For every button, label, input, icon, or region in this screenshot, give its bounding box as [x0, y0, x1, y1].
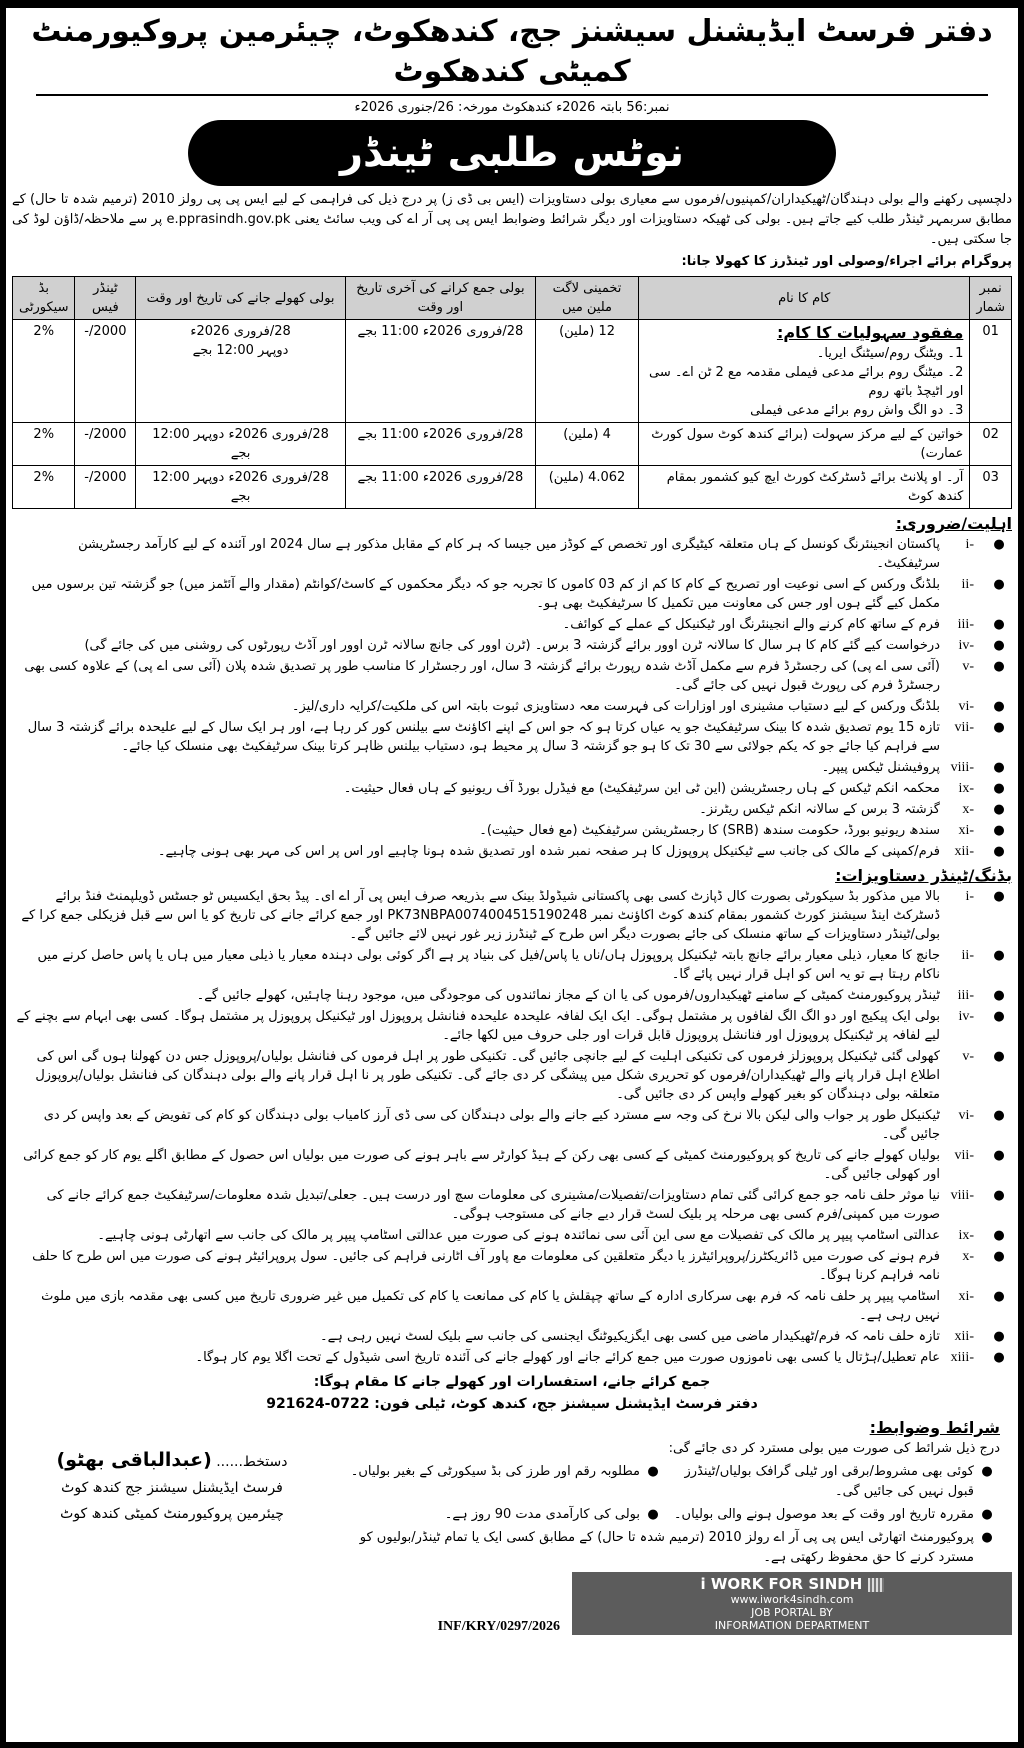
table-row: [13, 466, 1012, 509]
bullet-icon: ●: [993, 1350, 1005, 1365]
table-row: [13, 320, 1012, 423]
item-number: vii-: [954, 720, 974, 735]
item-text: ٹینڈر پروکیورمنٹ کمیٹی کے سامنے ٹھیکیداروں/فرموں کی یا ان کے مجاز نمائندوں کی موجودگی میں، موجود رہنا چاہئیں، کھولے جائیں گے۔: [196, 988, 940, 1003]
condition-item: مطلوبہ رقم اور طرز کی بڈ سیکورٹی کے بغیر بولیاں۔: [350, 1464, 640, 1479]
conditions-block: [332, 1417, 1012, 1568]
eligibility-list: [12, 535, 1012, 861]
item-number: x-: [962, 1249, 974, 1264]
item-number: x-: [962, 802, 974, 817]
col-fee: ٹینڈر فیس: [75, 277, 136, 320]
bullet-icon: ●: [993, 1249, 1005, 1264]
bullet-icon: ●: [993, 1188, 1005, 1203]
cost: 4 (ملین): [535, 423, 638, 466]
item-text: کھولی گئی ٹیکنیکل پروپوزلز فرموں کی تکنیکی اہلیت کے لیے جانچی جائیں گی۔ تکنیکی طور پر اہل فرموں کی فنانشل بولیاں/پروپوزل جس دن کھولنا ہوں گی اس کی اطلاع اہل قرار پانے والے ٹھیکیداران/فرموں کو تحریری شکل میں پیشگی کر دی جائے گی۔ تکنیکی طور پر نا اہل قرار پانے والے بولی دہندگان کی فنانشل بولیاں/پروپوزل متعلقہ بولی دہندگان کو بغیر کھولے واپس کر دی جائیں گی۔: [35, 1049, 940, 1102]
tender-fee: 2000/-: [75, 320, 136, 423]
cost: 4.062 (ملین): [535, 466, 638, 509]
item-number: xi-: [958, 1289, 974, 1304]
brand-url: www.iwork4sindh.com: [730, 1593, 854, 1606]
list-item: [12, 1146, 1012, 1184]
bullet-icon: ●: [993, 1329, 1005, 1344]
work-sub-item: 2۔ میٹنگ روم برائے مدعی فیملی مقدمہ مع 2 ٹن اے۔ سی اور اٹیچڈ باتھ روم: [648, 365, 964, 399]
item-number: ii-: [961, 577, 974, 592]
info-reference: INF/KRY/0297/2026: [437, 1619, 560, 1634]
bullet-icon: ●: [981, 1530, 993, 1545]
submit-deadline: 28/فروری 2026ء 11:00 بجے: [345, 466, 535, 509]
list-item: [12, 1047, 1012, 1104]
item-number: vi-: [958, 699, 974, 714]
work-sub-item: 1۔ ویٹنگ روم/سیٹنگ ایریا۔: [816, 346, 964, 361]
item-number: iii-: [957, 617, 974, 632]
signatory-name: (عبدالباقی بھٹو): [56, 1449, 212, 1471]
bid-security: 2%: [13, 423, 75, 466]
item-text: تازہ 15 یوم تصدیق شدہ کا بینک سرٹیفکیٹ جو یہ عیاں کرتا ہو کہ جو اس کے اپنے اکاؤنٹ سے بیلنس کور کر رہا ہے، اور ہر ایک سال کے لیے علیحدہ برائے گزشتہ 3 سال سے فراہم کیا جائے جو کہ یکم جولائی سے 30 تک کا ہو جو گزشتہ 3 سال پر محیط ہو، دستیاب بیلنس ظاہر کرتا بینک سرٹیفکیٹ بھی منسلک کیا جائے۔: [27, 720, 940, 754]
item-number: xi-: [958, 823, 974, 838]
i-logo-icon: ⅰ: [700, 1575, 711, 1593]
cost: 12 (ملین): [535, 320, 638, 423]
submit-deadline: 28/فروری 2026ء 11:00 بجے: [345, 320, 535, 423]
list-item: [12, 842, 1012, 861]
item-number: vi-: [958, 1108, 974, 1123]
item-number: ii-: [961, 948, 974, 963]
item-number: xii-: [954, 1329, 974, 1344]
col-cost: تخمینی لاگت ملین میں: [535, 277, 638, 320]
bullet-icon: ●: [993, 617, 1005, 632]
item-number: ix-: [958, 781, 974, 796]
condition-item: مقررہ تاریخ اور وقت کے بعد موصول ہونے والی بولیاں۔: [673, 1507, 974, 1522]
item-number: v-: [962, 659, 974, 674]
col-open: بولی کھولے جانے کی تاریخ اور وقت: [136, 277, 346, 320]
bullet-icon: ●: [993, 760, 1005, 775]
bullet-icon: ●: [993, 1228, 1005, 1243]
list-item: [12, 946, 1012, 984]
list-item: [12, 1287, 1012, 1325]
col-work-name: کام کا نام: [639, 277, 970, 320]
item-number: viii-: [950, 760, 974, 775]
bullet-icon: ●: [981, 1464, 993, 1479]
opening-time: 28/فروری 2026ء دوپہر 12:00 بجے: [136, 466, 346, 509]
bullet-icon: ●: [993, 1108, 1005, 1123]
list-item: [12, 986, 1012, 1005]
bullet-icon: ●: [981, 1507, 993, 1522]
item-text: تازہ حلف نامہ کہ فرم/ٹھیکیدار ماضی میں کسی بھی ایگزیکیوٹنگ ایجنسی کی جانب سے بلیک لسٹ نہیں رہی ہے۔: [320, 1329, 940, 1344]
item-text: اسٹامپ پیپر پر حلف نامہ کہ فرم بھی سرکاری ادارہ کے ساتھ چپقلش یا کام کی ممانعت یا کام کی تکمیل میں غیر ضروری تاریخ میں کسی بھی مقدمہ بازی میں ملوث نہیں رہی ہے۔: [41, 1289, 940, 1323]
item-text: پروفیشنل ٹیکس پیپر۔: [821, 760, 940, 775]
work-for-sindh-banner: [572, 1572, 1012, 1635]
list-item: [12, 800, 1012, 819]
bullet-icon: ●: [993, 988, 1005, 1003]
bidding-heading: بڈنگ/ٹینڈر دستاویزات:: [835, 866, 1012, 885]
tender-fee: 2000/-: [75, 466, 136, 509]
list-item: [12, 1247, 1012, 1285]
item-text: درخواست کیے گئے کام کا ہر سال کا سالانہ ٹرن اوور برائے گزشتہ 3 برس۔ (ٹرن اوور کی جانچ سالانہ ٹرن اوور اور آڈٹ رپورٹوں کی روشنی میں کی جائے گی): [84, 638, 940, 653]
list-item: [12, 1226, 1012, 1245]
col-serial: نمبر شمار: [970, 277, 1012, 320]
serial: 01: [970, 320, 1012, 423]
item-number: xii-: [954, 844, 974, 859]
condition-row: [332, 1528, 1000, 1568]
venue-address: دفتر فرسٹ ایڈیشنل سیشنز جج، کندھ کوٹ، ٹیلی فون: 0722-921624: [266, 1396, 758, 1412]
list-item: [12, 779, 1012, 798]
opening-time: 28/فروری 2026ء دوپہر 12:00 بجے: [136, 320, 346, 423]
bottom-section: [12, 1417, 1012, 1568]
item-text: بولیاں کھولے جانے کی تاریخ کو پروکیورمنٹ کمیٹی کے کسی بھی رکن کے ہیڈ کوارٹر سے باہر ہونے کی صورت میں بولیاں اس حصول کے مطابق اگلے یوم کار کو جمع کرائی اور کھولی جائیں گی۔: [23, 1148, 940, 1182]
list-item: [12, 575, 1012, 613]
reference-number: نمبر:56 بابتہ 2026ء کندھکوٹ مورخہ: 26/جنوری 2026ء: [354, 100, 670, 115]
item-text: بولی ایک پیکیج اور دو الگ الگ لفافوں پر مشتمل ہوگی۔ ایک ایک لفافہ علیحدہ علیحدہ فنانشل پروپوزل اور ٹیکنیکل پروپوزل پر مشتمل ہوگا۔ کسی بھی ابہام سے بچنے کے لیے لفافہ پر ٹیکنیکل پروپوزل اور فنانشل پروپوزل قابل قرات اور جلی حروف میں لکھا جائے۔: [16, 1009, 940, 1043]
work-name: [639, 320, 970, 423]
intro-paragraph: دلچسپی رکھنے والے بولی دہندگان/ٹھیکیداران/کمپنیوں/فرموں سے معیاری بولی دستاویزات (ایس بی ڈی ز) پر درج ذیل کی فراہمی کے لیے ایس پی پی رولز 2010 (ترمیم شدہ تا حال) کے مطابق سربمہر ٹینڈر طلب کیے جاتے ہیں۔ بولی کی ٹھیکہ دستاویزات اور دیگر شرائط وضوابط ایس پی پی آر اے کی ویب سائٹ یعنی e.pprasindh.gov.pk پر سے ملاحظہ/ڈاؤن لوڈ کی جا سکتی ہیں۔: [12, 192, 1013, 247]
bullet-icon: ●: [993, 823, 1005, 838]
item-text: فرم کے ساتھ کام کرنے والے انجینئرنگ اور ٹیکنیکل کے عملے کے کوائف۔: [562, 617, 940, 632]
footer-row: [12, 1572, 1012, 1635]
item-text: ٹیکنیکل طور پر جواب والی لیکن بالا نرخ کی وجہ سے مسترد کیے جانے والے بولی دہندگان کی سی ڈی آرز کامیاب بولی دہندگان کو کام کی تفویض کے بعد واپس کر دی جائیں گی۔: [43, 1108, 940, 1142]
bullet-icon: ●: [993, 781, 1005, 796]
item-number: ix-: [958, 1228, 974, 1243]
bullet-icon: ●: [993, 659, 1005, 674]
list-item: [12, 615, 1012, 634]
item-number: v-: [962, 1049, 974, 1064]
item-text: نیا موثر حلف نامہ جو جمع کرائی گئی تمام دستاویزات/تفصیلات/مشینری کی معلومات سچ اور درست ہیں۔ جعلی/تبدیل شدہ معلومات/سرٹیفکیٹ جمع کرائے جانے کی صورت میں کمپنی/فرم کسی بھی مرحلہ پر بلیک لسٹ قرار دیے جانے کی مستوجب ہوگی۔: [46, 1188, 940, 1222]
item-text: (آئی سی اے پی) کی رجسٹرڈ فرم سے مکمل آڈٹ شدہ رپورٹ برائے گزشتہ 3 سال، اور رجسٹرار کا مناسب طور پر تصدیق شدہ پلان (آئی سی اے پی) کے علاوہ کسی بھی رجسٹرڈ فرم کی رپورٹ قبول نہیں کی جائے گی۔: [24, 659, 940, 693]
bid-security: 2%: [13, 320, 75, 423]
list-item: [12, 1348, 1012, 1367]
bullet-icon: ●: [993, 889, 1005, 904]
item-number: viii-: [950, 1188, 974, 1203]
bullet-icon: ●: [993, 1289, 1005, 1304]
list-item: [12, 535, 1012, 573]
bullet-icon: ●: [993, 948, 1005, 963]
office-title: دفتر فرسٹ ایڈیشنل سیشنز جج، کندھکوٹ، چیئرمین پروکیورمنٹ کمیٹی کندھکوٹ: [31, 14, 993, 89]
opening-time: 28/فروری 2026ء دوپہر 12:00 بجے: [136, 423, 346, 466]
item-text: بالا میں مذکور بڈ سیکورٹی بصورت کال ڈپازٹ کسی بھی پاکستانی شیڈولڈ بینک سے بذریعہ صرف ایس پی آر اے ای۔ پیڈ بحق ایکسیس ٹو جسٹس ڈویلپمنٹ فنڈ برائے ڈسٹرکٹ اینڈ سیشنز کورٹ کشمور بمقام کندھ کوٹ اکاؤنٹ نمبر PK73NBPA0074004515190248 اور جمع کرائے جانے کی تاریخ کو یا اس سے قبل فزیکلی جمع کرا کے بولی/ٹینڈر دستاویزات کے ساتھ منسلک کی جائے بصورت دیگر اس طرح کے ٹینڈرز زیر غور نہیں لائے جائیں گے۔: [21, 889, 940, 942]
list-item: [12, 1186, 1012, 1224]
item-text: عدالتی اسٹامپ پیپر پر مالک کی تفصیلات مع سی این آئی سی نمائندہ ہونے کی صورت میں عدالتی اسٹامپ پیپر پر مالک کی جانب سے اتھارٹی ہونی چاہیے۔: [97, 1228, 940, 1243]
list-item: [12, 636, 1012, 655]
list-item: [12, 1007, 1012, 1045]
list-item: [12, 697, 1012, 716]
serial: 03: [970, 466, 1012, 509]
bullet-icon: ●: [993, 638, 1005, 653]
bullet-icon: ●: [993, 844, 1005, 859]
col-security: بڈ سیکورٹی: [13, 277, 75, 320]
work-name: خواتین کے لیے مرکز سہولت (برائے کندھ کوٹ سول کورٹ عمارت): [639, 423, 970, 466]
submit-deadline: 28/فروری 2026ء 11:00 بجے: [345, 423, 535, 466]
item-text: جانچ کا معیار، ذیلی معیار برائے جانچ بابتہ ٹیکنیکل پروپوزل ہاں/ناں یا پاس/فیل کی بنیاد پر ہے اگر کوئی بولی دہندہ معیار یا ذیلی معیار میں ہاں یا پاس حاصل کرنے میں ناکام رہتا ہے تو یہ اس کو اہل قرار نہیں پائے گا۔: [37, 948, 940, 982]
eligibility-heading: اہلیت/ضروری:: [895, 514, 1012, 533]
condition-item: کوئی بھی مشروط/برقی اور ٹیلی گرافک بولیاں/ٹینڈرز قبول نہیں کی جائیں گی۔: [684, 1464, 974, 1499]
bullet-icon: ●: [993, 699, 1005, 714]
signatory-role: فرسٹ ایڈیشنل سیشنز جج کندھ کوٹ: [61, 1480, 283, 1496]
tender-schedule-table: [12, 276, 1012, 509]
brand-line: INFORMATION DEPARTMENT: [714, 1619, 870, 1632]
item-number: iv-: [958, 638, 974, 653]
item-number: i-: [965, 537, 974, 552]
signature-block: [12, 1417, 332, 1527]
signatory-role: چیئرمین پروکیورمنٹ کمیٹی کندھ کوٹ: [60, 1506, 284, 1522]
bullet-icon: ●: [993, 1148, 1005, 1163]
condition-row: [332, 1462, 1000, 1502]
serial: 02: [970, 423, 1012, 466]
list-item: [12, 1106, 1012, 1144]
work-name: آر۔ او پلانٹ برائے ڈسٹرکٹ کورٹ ایچ کیو کشمور بمقام کندھ کوٹ: [639, 466, 970, 509]
item-text: محکمہ انکم ٹیکس کے ہاں رجسٹریشن (این ٹی این سرٹیفکیٹ) مع فیڈرل بورڈ آف ریونیو کے ہاں فعال حیثیت۔: [343, 781, 940, 796]
item-text: گزشتہ 3 برس کے سالانہ انکم ٹیکس ریٹرنز۔: [699, 802, 940, 817]
bullet-icon: ●: [993, 720, 1005, 735]
list-item: [12, 821, 1012, 840]
bullet-icon: ●: [993, 537, 1005, 552]
list-item: [12, 718, 1012, 756]
item-text: فرم/کمپنی کے مالک کی جانب سے ٹیکنیکل پروپوزل کا ہر صفحہ نمبر شدہ اور تصدیق شدہ ہونا چاہیے اور اس پر اس کی مہر بھی ہونی چاہیے۔: [157, 844, 940, 859]
bullet-icon: ●: [647, 1464, 659, 1479]
list-item: [12, 758, 1012, 777]
work-title: مفقود سہولیات کا کام:: [776, 323, 964, 342]
venue-label: جمع کرائے جانے، استفسارات اور کھولے جانے کا مقام ہوگا:: [313, 1374, 711, 1390]
tender-fee: 2000/-: [75, 423, 136, 466]
bullet-icon: ●: [647, 1507, 659, 1522]
program-label: پروگرام برائے اجراء/وصولی اور ٹینڈرز کا کھولا جانا:: [681, 254, 1012, 269]
item-number: i-: [965, 889, 974, 904]
condition-row: [332, 1505, 1000, 1525]
title-divider: [36, 94, 988, 96]
item-number: xiii-: [950, 1350, 974, 1365]
item-text: بلڈنگ ورکس کے لیے دستیاب مشینری اور اوزارات کی فہرست معہ دستاویزی ثبوت بابتہ اس کی ملکیت/کرایہ داری/لیز۔: [291, 699, 940, 714]
conditions-heading: شرائط وضوابط:: [869, 1418, 1000, 1437]
bullet-icon: ●: [993, 1009, 1005, 1024]
item-text: فرم ہونے کی صورت میں ڈائریکٹرز/پروپرائیٹرز یا دیگر متعلقین کی معلومات مع پاور آف اٹارنی فراہم کی جائیں۔ سول پروپرائیٹر ہونے کی صورت میں اس طرح کا حلف نامہ فراہم کرنا ہوگا۔: [32, 1249, 940, 1283]
tender-notice: [6, 8, 1018, 1742]
bullet-icon: ●: [993, 577, 1005, 592]
bullet-icon: ●: [993, 1049, 1005, 1064]
condition-item: پروکیورمنٹ اتھارٹی ایس پی پی آر اے رولز 2010 (ترمیم شدہ تا حال) کے مطابق کسی ایک یا تمام ٹینڈر/بولیوں کو مسترد کرنے کا حق محفوظ رکھتی ہے۔: [359, 1530, 974, 1565]
item-text: پاکستان انجینئرنگ کونسل کے ہاں متعلقہ کیٹیگری اور تخصص کے کوڈز میں جیسا کہ ہر کام کے مقابل مذکور ہے سال 2024 اور آئندہ کے لیے کارآمد رجسٹریشن سرٹیفکیٹ۔: [78, 537, 940, 571]
condition-item: بولی کی کارآمدی مدت 90 روز ہے۔: [444, 1507, 640, 1522]
item-number: iv-: [958, 1009, 974, 1024]
item-text: سندھ ریونیو بورڈ، حکومت سندھ (SRB) کا رجسٹریشن سرٹیفکیٹ (مع فعال حیثیت)۔: [479, 823, 940, 838]
bid-security: 2%: [13, 466, 75, 509]
bullet-icon: ●: [993, 802, 1005, 817]
item-number: iii-: [957, 988, 974, 1003]
bidding-list: [12, 887, 1012, 1367]
item-text: بلڈنگ ورکس کے اسی نوعیت اور تصریح کے کام کا کم از کم 03 کاموں کا تجربہ جو کہ دیگر محکموں کے کاسٹ/کوانٹم (مقدار والے آئٹمز میں) جو گزشتہ تین برسوں میں مکمل کیے گئے ہوں اور جس کی معاونت میں تکمیل کا سرٹیفکیٹ بھی ہو۔: [31, 577, 940, 611]
list-item: [12, 887, 1012, 944]
brand-name: WORK FOR SINDH: [710, 1575, 863, 1593]
notice-banner: نوٹس طلبی ٹینڈر: [188, 120, 836, 186]
table-row: [13, 423, 1012, 466]
table-header-row: [13, 277, 1012, 320]
list-item: [12, 657, 1012, 695]
brand-line: JOB PORTAL BY: [751, 1606, 833, 1619]
conditions-intro: درج ذیل شرائط کی صورت میں بولی مسترد کر دی جائے گی:: [668, 1441, 1000, 1456]
work-sub-item: 3۔ دو الگ واش روم برائے مدعی فیملی: [750, 403, 964, 418]
qr-code-icon: [868, 1578, 884, 1592]
col-submit: بولی جمع کرانے کی آخری تاریخ اور وقت: [345, 277, 535, 320]
list-item: [12, 1327, 1012, 1346]
signature-label: دستخط......: [216, 1454, 288, 1470]
item-number: vii-: [954, 1148, 974, 1163]
item-text: عام تعطیل/ہڑتال یا کسی بھی ناموزوں صورت میں جمع کرائے جانے اور کھولے جانے کی آئندہ تاریخ اسی شیڈول کے تحت اگلا یوم کار ہوگا۔: [195, 1350, 940, 1365]
